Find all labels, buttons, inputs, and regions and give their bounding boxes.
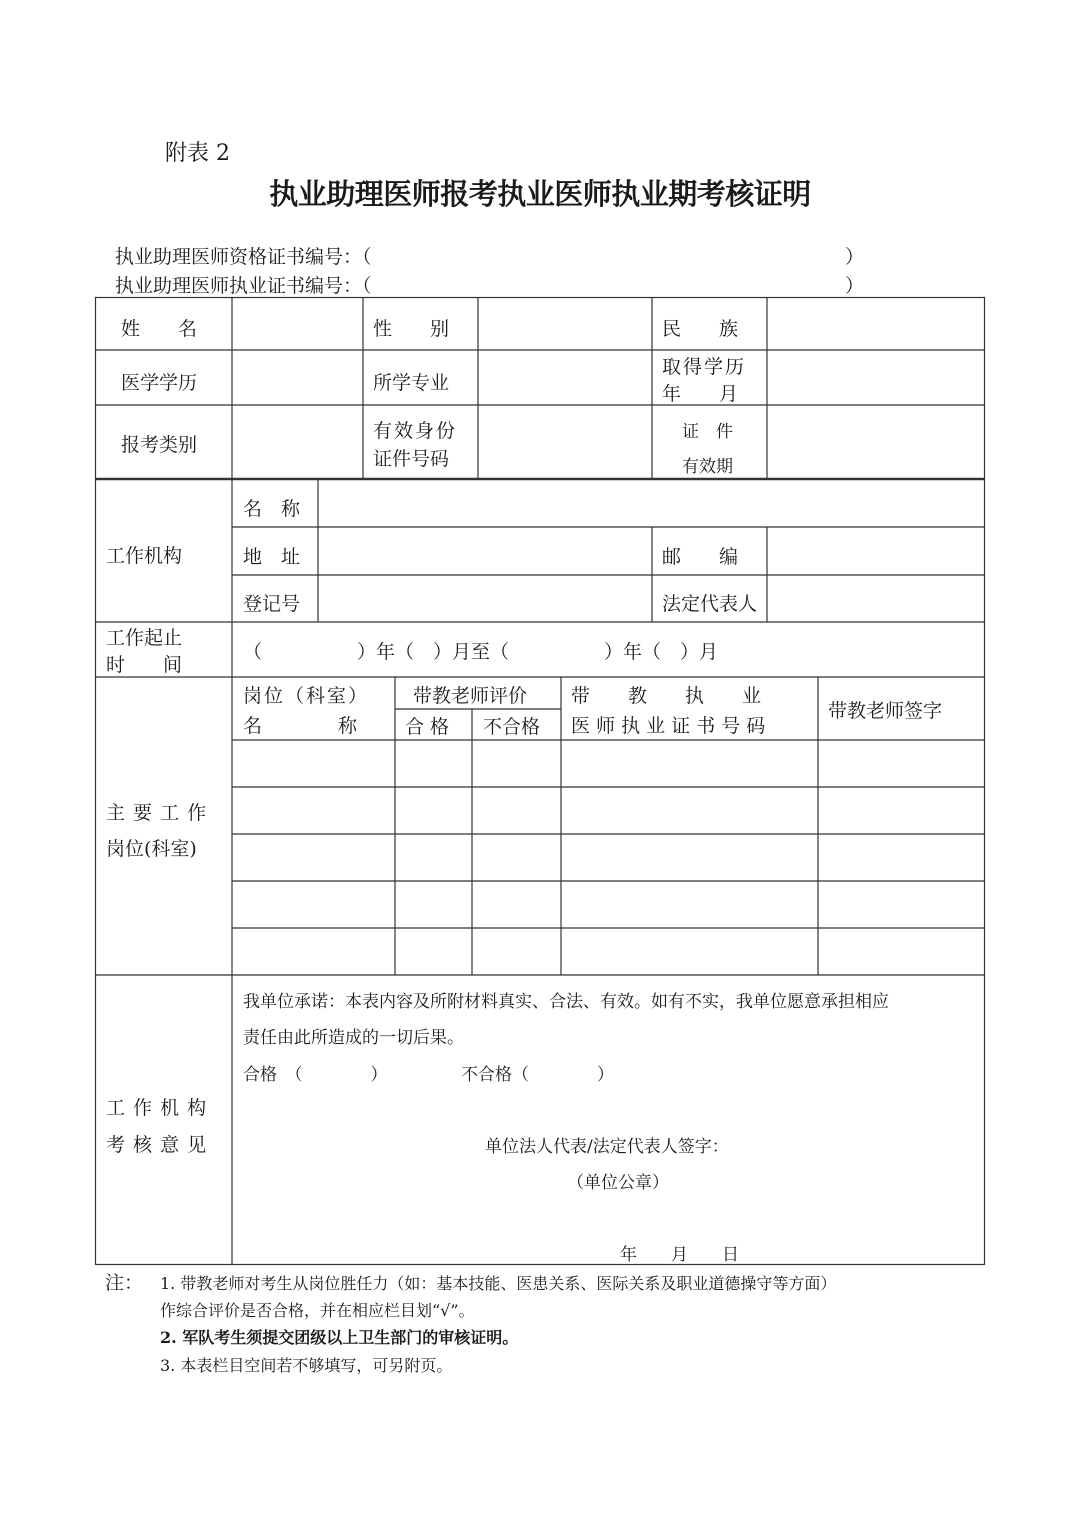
workplace-address-label: 地 址 <box>243 546 301 568</box>
signature-label: 单位法人代表/法定代表人签字： <box>485 1137 729 1157</box>
legal-rep-label: 法定代表人 <box>662 593 758 615</box>
qualification-cert-label: 执业助理医师资格证书编号：（ <box>115 246 372 268</box>
practice-cert-close: ） <box>845 275 865 297</box>
qualification-cert-close: ） <box>845 246 865 268</box>
note-3: 3. 本表栏目空间若不够填写，可另附页。 <box>160 1356 453 1375</box>
work-period-label-2: 时 间 <box>106 654 183 676</box>
major-label: 所学专业 <box>373 372 450 394</box>
id-valid-label-2: 有效期 <box>682 457 733 477</box>
main-post-label-2: 岗位(科室) <box>106 838 197 860</box>
exam-category-label: 报考类别 <box>121 434 198 456</box>
form-title: 执业助理医师报考执业医师执业期考核证明 <box>269 177 811 211</box>
pledge-line-2: 责任由此所造成的一切后果。 <box>243 1028 464 1048</box>
pledge-line-1: 我单位承诺：本表内容及所附材料真实、合法、有效。如有不实，我单位愿意承担相应 <box>243 992 889 1012</box>
notes-label: 注： <box>105 1272 144 1294</box>
main-post-label-1: 主 要 工 作 <box>106 802 208 824</box>
appendix-number: 附表 2 <box>165 141 230 166</box>
postcode-label: 邮 编 <box>662 546 739 568</box>
result-fail: 不合格（ ） <box>461 1065 614 1085</box>
id-valid-label-1: 证 件 <box>682 422 733 442</box>
workplace-name-label: 名 称 <box>243 498 301 520</box>
review-label-2: 考 核 意 见 <box>106 1134 208 1156</box>
workplace-label: 工作机构 <box>106 545 183 567</box>
degree-date-label-2: 年 月 <box>662 383 739 405</box>
register-number-label: 登记号 <box>243 593 301 615</box>
result-pass: 合格 （ ） <box>243 1065 388 1085</box>
teacher-eval-header: 带教老师评价 <box>413 685 528 707</box>
work-period-label-1: 工作起止 <box>106 627 183 649</box>
seal-label: （单位公章） <box>567 1173 669 1193</box>
id-number-label-1: 有效身份 <box>373 420 458 442</box>
degree-date-label-1: 取得学历 <box>662 356 747 378</box>
post-name-header-2: 名 称 <box>243 715 358 737</box>
gender-label: 性 别 <box>373 318 450 340</box>
review-label-1: 工 作 机 构 <box>106 1097 208 1119</box>
note-2: 2. 军队考生须提交团级以上卫生部门的审核证明。 <box>160 1328 519 1347</box>
teacher-sign-header: 带教老师签字 <box>828 700 943 722</box>
fail-header: 不合格 <box>483 716 541 738</box>
ethnicity-label: 民 族 <box>662 318 739 340</box>
education-label: 医学学历 <box>121 372 198 394</box>
teacher-cert-header-1: 带 教 执 业 <box>571 685 762 707</box>
note-1b: 作综合评价是否合格，并在相应栏目划“√”。 <box>160 1301 475 1320</box>
work-period-value: （ ）年（ ）月至（ ）年（ ）月 <box>243 641 719 663</box>
note-1a: 1. 带教老师对考生从岗位胜任力（如：基本技能、医患关系、医际关系及职业道德操守等方面） <box>160 1274 837 1293</box>
practice-cert-label: 执业助理医师执业证书编号：（ <box>115 275 372 297</box>
date-label: 年 月 日 <box>620 1245 739 1265</box>
pass-header: 合 格 <box>405 716 450 738</box>
name-label: 姓 名 <box>121 318 198 340</box>
post-name-header-1: 岗位（科室） <box>243 685 370 707</box>
id-number-label-2: 证件号码 <box>373 448 450 470</box>
teacher-cert-header-2: 医 师 执 业 证 书 号 码 <box>571 715 766 737</box>
